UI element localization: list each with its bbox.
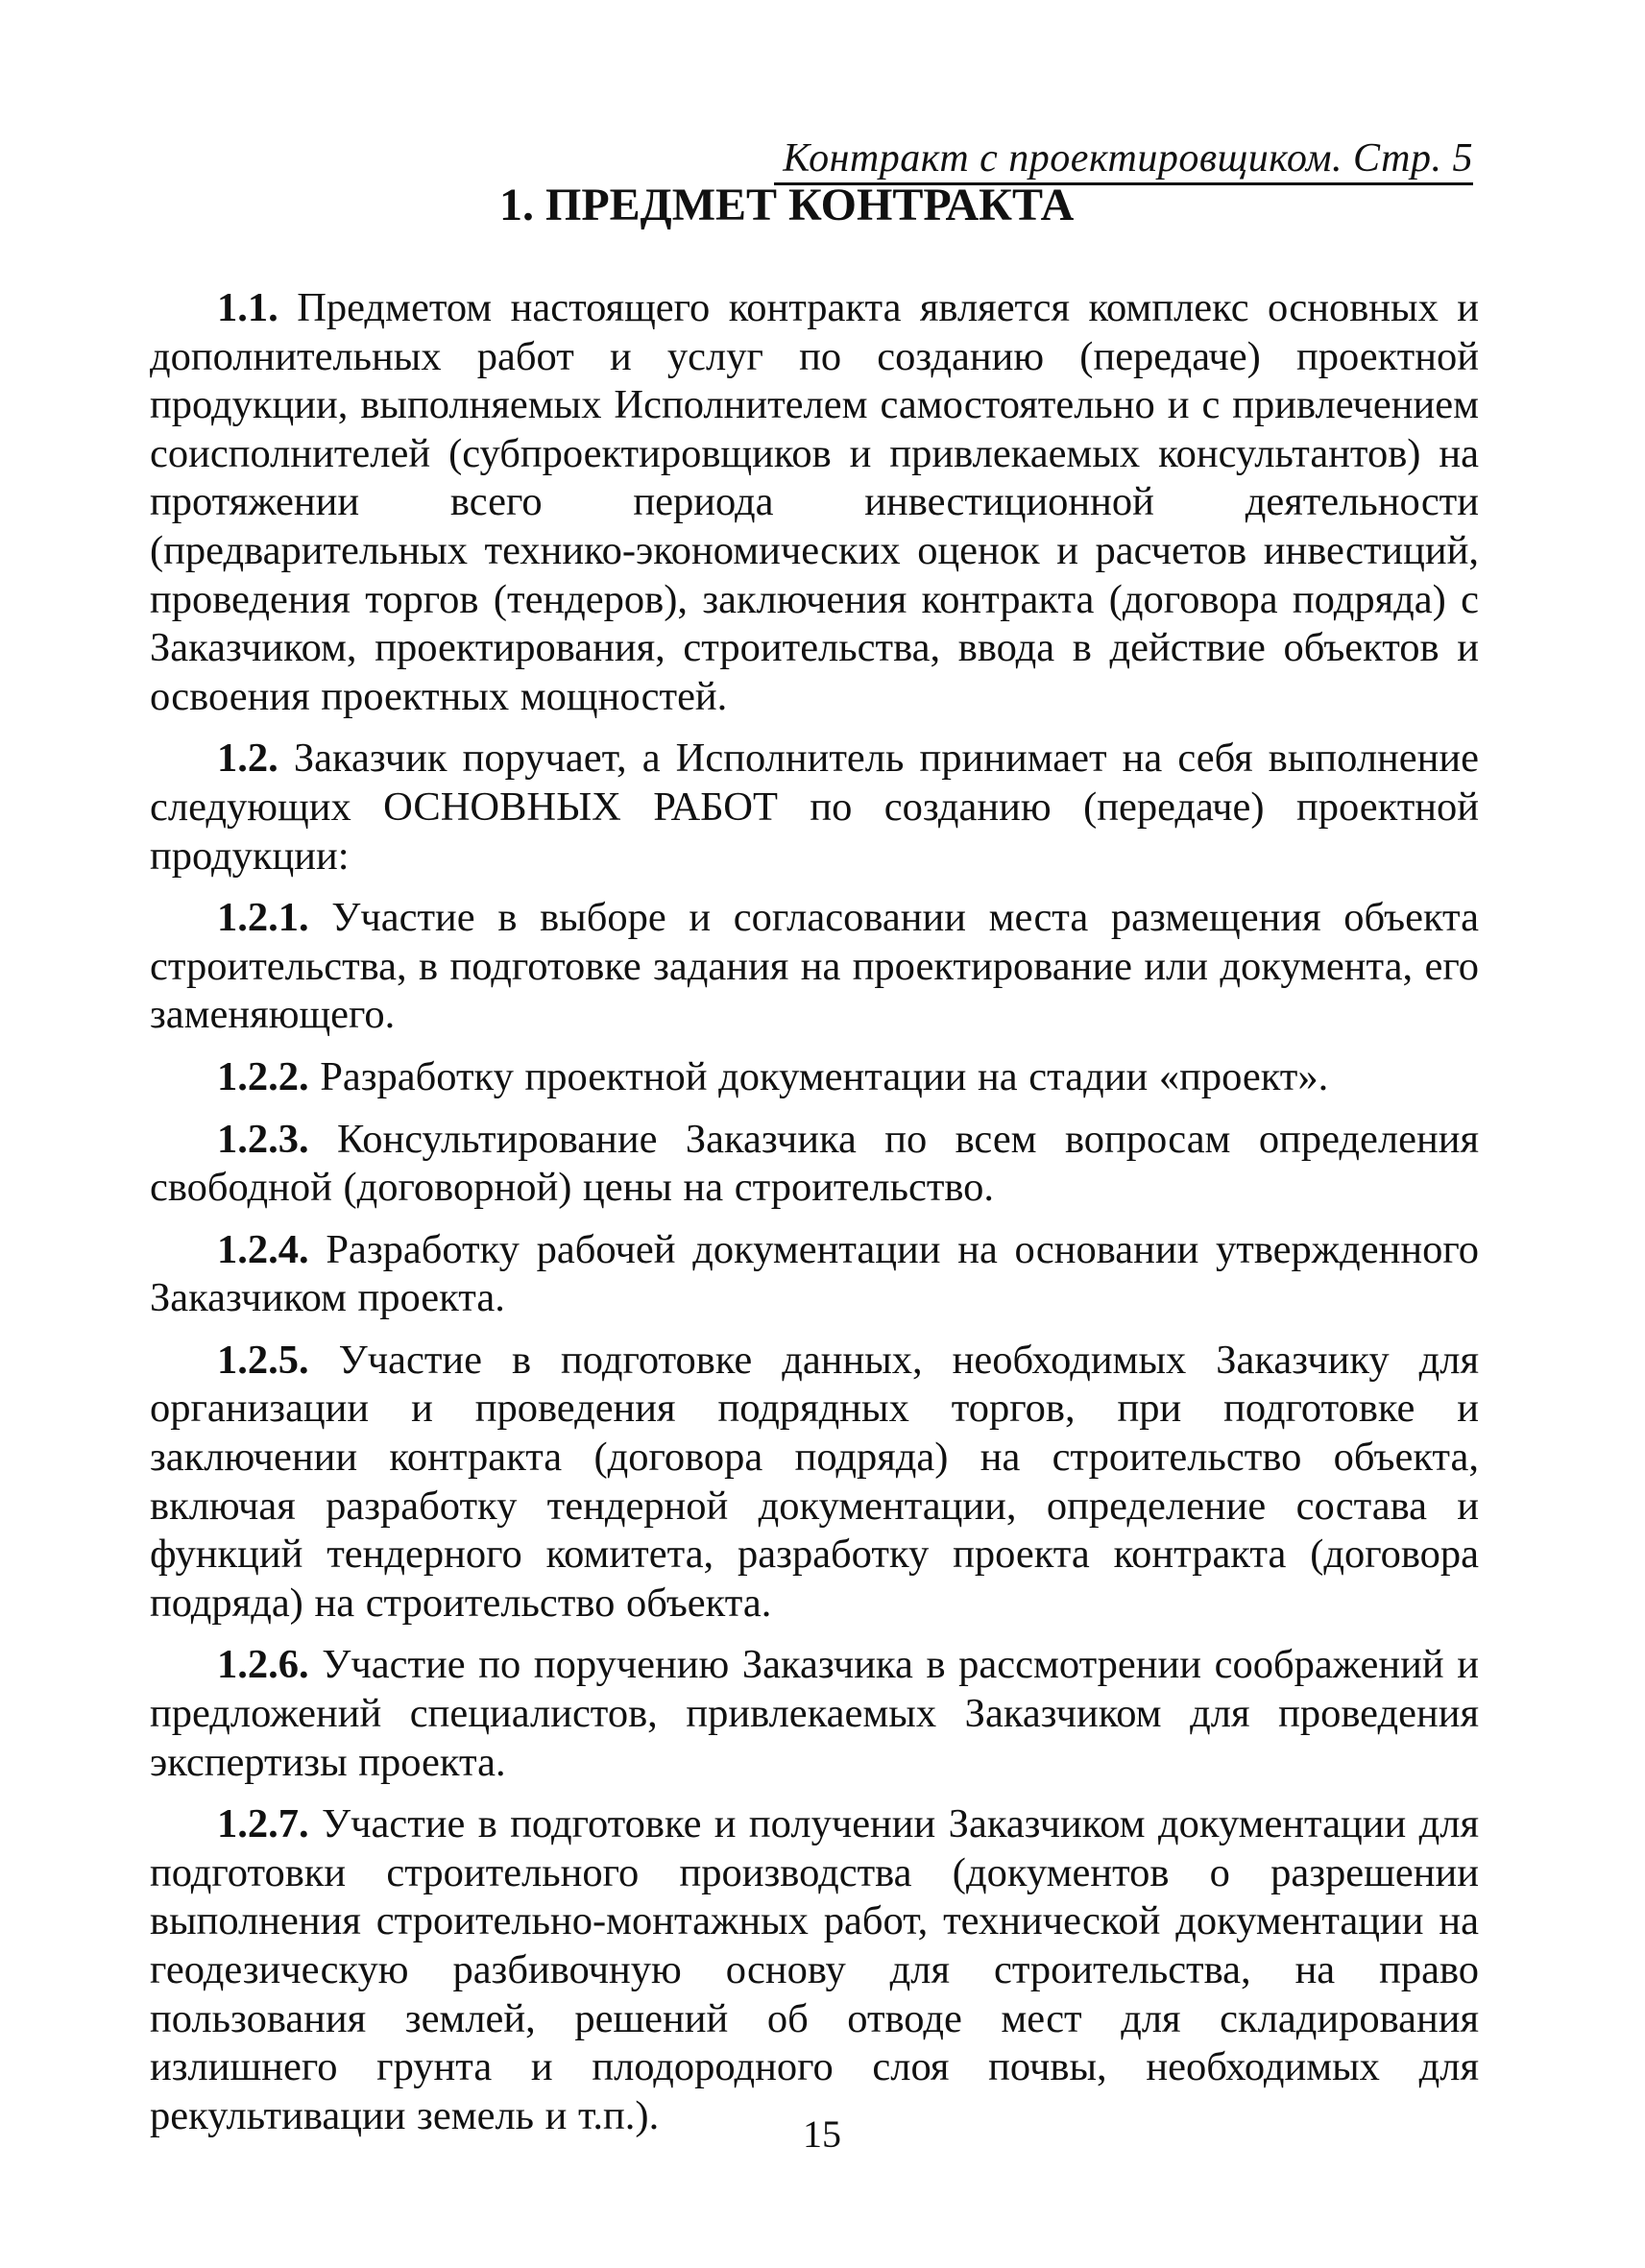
paragraph-text: Предметом настоящего контракта является комплекс основных и дополнительных работ и услуг по созданию (передаче) проектной продукции, выполняемых Исполнителем самостоятельно и с привлечением соисполнителей (субпроектировщиков и привлекаемых консультантов) на протяжении всего периода инвестиционной деятельности (предварительных технико-экономических оценок и расчетов инвестиций, проведения торгов (тендеров), заключения контракта (договора подряда) с Заказчиком, проектирования, строительства, ввода в действие объектов и освоения проектных мощностей. bbox=[150, 285, 1479, 719]
paragraph-text: Заказчик поручает, а Исполнитель принимает на себя выполнение следующих ОСНОВНЫХ РАБОТ по созданию (передаче) проектной продукции: bbox=[150, 736, 1479, 879]
body-text bbox=[150, 284, 1479, 2154]
paragraph-1-2-5 bbox=[150, 1337, 1479, 1629]
paragraph-1-2-6 bbox=[150, 1641, 1479, 1787]
paragraph-1-1 bbox=[150, 284, 1479, 721]
paragraph-text: Участие в подготовке данных, необходимых Заказчику для организации и проведения подрядных торгов, при подготовке и заключении контракта (договора подряда) на строительство объекта, включая разработку тендерной документации, определение состава и функций тендерного комитета, разработку проекта контракта (договора подряда) на строительство объекта. bbox=[150, 1337, 1479, 1626]
paragraph-number: 1.2. bbox=[217, 736, 278, 782]
page-number: 15 bbox=[803, 2112, 841, 2156]
running-header: Контракт с проектировщиком. Стр. 5 bbox=[774, 134, 1473, 185]
paragraph-1-2-1 bbox=[150, 894, 1479, 1040]
paragraph-number: 1.2.2. bbox=[217, 1053, 309, 1099]
paragraph-text: Разработку проектной документации на стадии «проект». bbox=[320, 1053, 1329, 1099]
paragraph-text: Участие в подготовке и получении Заказчиком документации для подготовки строительного производства (документов о разрешении выполнения строительно-монтажных работ, технической документации на геодезическую разбивочную основу для строительства, на право пользования землей, решений об отводе мест для складирования излишнего грунта и плодородного слоя почвы, необходимых для рекультивации земель и т.п.). bbox=[150, 1801, 1479, 2138]
paragraph-number: 1.2.7. bbox=[217, 1801, 309, 1847]
paragraph-1-2 bbox=[150, 735, 1479, 881]
paragraph-number: 1.1. bbox=[217, 285, 278, 330]
paragraph-text: Разработку рабочей документации на основании утвержденного Заказчиком проекта. bbox=[150, 1226, 1479, 1321]
paragraph-1-2-4 bbox=[150, 1226, 1479, 1323]
paragraph-1-2-2 bbox=[150, 1053, 1479, 1102]
paragraph-number: 1.2.6. bbox=[217, 1642, 309, 1688]
paragraph-number: 1.2.3. bbox=[217, 1116, 309, 1162]
paragraph-number: 1.2.5. bbox=[217, 1337, 309, 1383]
paragraph-text: Участие по поручению Заказчика в рассмотрении соображений и предложений специалистов, привлекаемых Заказчиком для проведения экспертизы проекта. bbox=[150, 1642, 1479, 1785]
paragraph-text: Участие в выборе и согласовании места размещения объекта строительства, в подготовке задания на проектирование или документа, его заменяющего. bbox=[150, 895, 1479, 1038]
paragraph-text: Консультирование Заказчика по всем вопросам определения свободной (договорной) цены на строительство. bbox=[150, 1116, 1479, 1211]
paragraph-1-2-7 bbox=[150, 1800, 1479, 2140]
section-title: 1. ПРЕДМЕТ КОНТРАКТА bbox=[499, 180, 1075, 230]
paragraph-number: 1.2.1. bbox=[217, 895, 309, 941]
paragraph-1-2-3 bbox=[150, 1116, 1479, 1213]
paragraph-number: 1.2.4. bbox=[217, 1226, 309, 1272]
